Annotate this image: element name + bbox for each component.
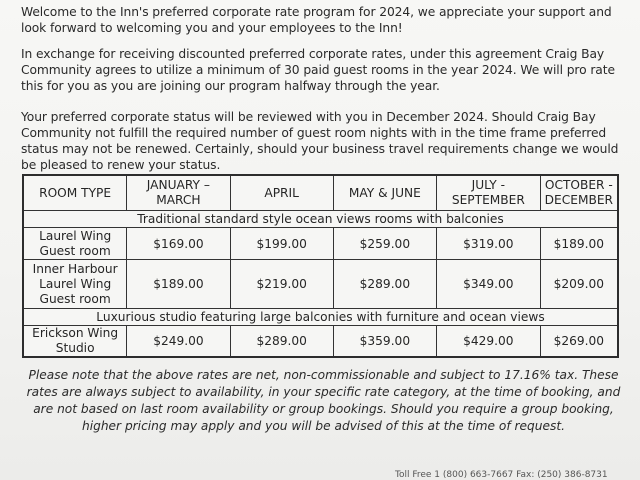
table-row — [23, 326, 618, 358]
header-april: APRIL — [230, 175, 333, 211]
rate-cell: $269.00 — [540, 326, 618, 358]
section-title-luxurious: Luxurious studio featuring large balconies with furniture and ocean views — [23, 309, 618, 326]
table-row — [23, 260, 618, 309]
rate-cell: $169.00 — [127, 228, 230, 260]
section-row — [23, 309, 618, 326]
agreement-paragraph: In exchange for receiving discounted preferred corporate rates, under this agreement Craig Bay Community agrees to utilize a minimum of 30 paid guest rooms in the year 2024. We will pro rate this for you as you are joining our program halfway through the year. — [21, 47, 615, 94]
rate-cell: $209.00 — [540, 260, 618, 309]
header-may-june: MAY & JUNE — [333, 175, 436, 211]
section-row — [23, 211, 618, 228]
rate-cell: $219.00 — [230, 260, 333, 309]
rate-cell: $289.00 — [333, 260, 436, 309]
review-paragraph: Your preferred corporate status will be reviewed with you in December 2024. Should Craig Bay Community not fulfill the required number of guest room nights with in the time frame preferred status may not be renewed. Certainly, should your business travel requirements change we would be pleased to renew your status. — [21, 110, 619, 173]
table-row — [23, 228, 618, 260]
rate-cell: $249.00 — [127, 326, 230, 358]
rate-cell: $259.00 — [333, 228, 436, 260]
header-room-type: ROOM TYPE — [23, 175, 127, 211]
rate-cell: $359.00 — [333, 326, 436, 358]
header-jul-sep: JULY - SEPTEMBER — [437, 175, 541, 211]
footer-contact: Toll Free 1 (800) 663-7667 Fax: (250) 386-8731 — [395, 470, 608, 480]
rate-cell: $319.00 — [437, 228, 541, 260]
header-jan-mar: JANUARY – MARCH — [127, 175, 230, 211]
rate-cell: $349.00 — [437, 260, 541, 309]
room-type-cell: Inner Harbour Laurel Wing Guest room — [23, 260, 127, 309]
rate-cell: $189.00 — [540, 228, 618, 260]
rate-note: Please note that the above rates are net, non-commissionable and subject to 17.16% tax. These rates are always subject to availability, in your specific rate category, at the time of booking, and are not based on last room availability or group bookings. Should you require a group booking, higher pricing may apply and you will be advised of this at the time of request. — [26, 368, 621, 434]
rate-cell: $189.00 — [127, 260, 230, 309]
intro-paragraph: Welcome to the Inn's preferred corporate rate program for 2024, we appreciate your support and look forward to welcoming you and your employees to the Inn! — [21, 5, 612, 36]
rate-cell: $199.00 — [230, 228, 333, 260]
section-title-traditional: Traditional standard style ocean views rooms with balconies — [23, 211, 618, 228]
table-header-row — [23, 175, 618, 211]
room-type-cell: Erickson Wing Studio — [23, 326, 127, 358]
rate-cell: $429.00 — [437, 326, 541, 358]
header-oct-dec: OCTOBER - DECEMBER — [540, 175, 618, 211]
rate-table — [22, 174, 619, 358]
rate-cell: $289.00 — [230, 326, 333, 358]
room-type-cell: Laurel Wing Guest room — [23, 228, 127, 260]
